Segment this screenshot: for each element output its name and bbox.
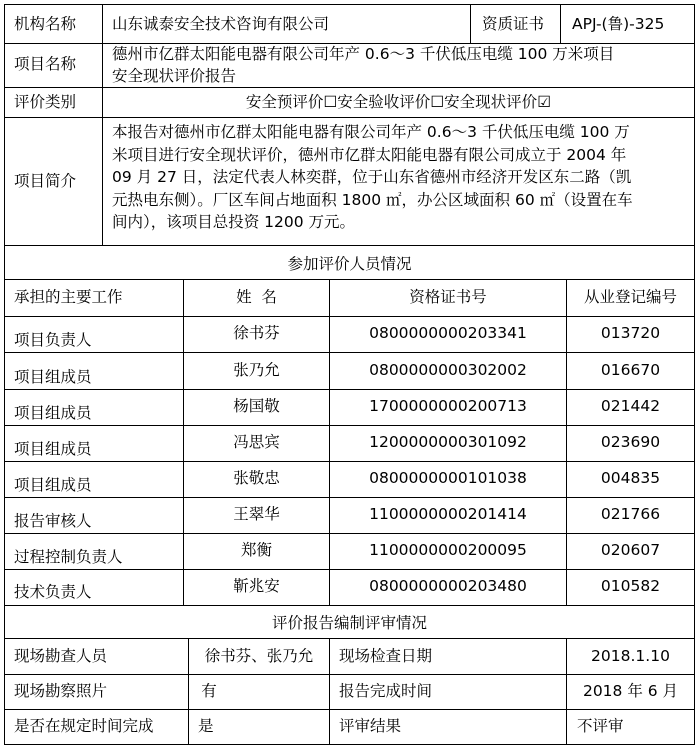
person-role: 项目负责人 bbox=[14, 331, 92, 349]
intro-line: 间内），该项目总投资 1200 万元。 bbox=[112, 213, 356, 231]
review-value-2: 不评审 bbox=[577, 717, 624, 735]
person-cert: 0800000000302002 bbox=[369, 361, 527, 379]
border-bottom bbox=[4, 744, 695, 745]
review-value-1: 徐书芬、张乃允 bbox=[204, 647, 314, 665]
person-name: 冯思宾 bbox=[233, 433, 280, 451]
person-name: 靳兆安 bbox=[233, 577, 280, 595]
project-intro-text bbox=[112, 121, 688, 234]
review-value-2: 2018.1.10 bbox=[591, 647, 670, 665]
person-role: 项目组成员 bbox=[14, 440, 92, 458]
person-reg: 013720 bbox=[600, 324, 661, 342]
person-name: 张敬忠 bbox=[233, 469, 280, 487]
person-reg: 021442 bbox=[600, 397, 661, 415]
project-name-line2: 安全现状评价报告 bbox=[112, 67, 237, 85]
person-cert: 1700000000200713 bbox=[369, 397, 527, 415]
person-role: 项目组成员 bbox=[14, 404, 92, 422]
review-label-1: 现场勘察照片 bbox=[14, 682, 108, 700]
org-label: 机构名称 bbox=[14, 15, 77, 33]
intro-line: 09 月 27 日，法定代表人林奕群，位于山东省德州市经济开发区东二路（凯 bbox=[112, 168, 632, 186]
person-cert: 0800000000203341 bbox=[369, 324, 527, 342]
col-header-name: 姓 名 bbox=[236, 288, 277, 306]
cert-label: 资质证书 bbox=[482, 15, 545, 33]
person-reg: 004835 bbox=[600, 469, 661, 487]
review-section-title: 评价报告编制评审情况 bbox=[271, 614, 427, 632]
review-value-2: 2018 年 6 月 bbox=[582, 682, 679, 700]
review-value-1: 是 bbox=[198, 717, 214, 735]
person-role: 项目组成员 bbox=[14, 368, 92, 386]
person-name: 郑衡 bbox=[240, 541, 272, 559]
review-label-2: 报告完成时间 bbox=[339, 682, 433, 700]
person-cert: 0800000000203480 bbox=[369, 577, 527, 595]
personnel-section-title: 参加评价人员情况 bbox=[287, 255, 412, 273]
person-cert: 0800000000101038 bbox=[369, 469, 527, 487]
project-name-line1: 德州市亿群太阳能电器有限公司年产 0.6～3 千伏低压电缆 100 万米项目 bbox=[112, 45, 615, 63]
col-header-role: 承担的主要工作 bbox=[14, 288, 123, 306]
person-role: 技术负责人 bbox=[14, 583, 92, 601]
col-header-cert: 资格证书号 bbox=[409, 288, 487, 306]
project-intro-label: 项目简介 bbox=[14, 172, 77, 190]
person-reg: 023690 bbox=[600, 433, 661, 451]
org-value: 山东诚泰安全技术咨询有限公司 bbox=[112, 15, 330, 33]
person-role: 报告审核人 bbox=[14, 512, 92, 530]
border-top bbox=[4, 4, 695, 5]
person-name: 王翠华 bbox=[233, 505, 280, 523]
person-reg: 020607 bbox=[600, 541, 661, 559]
person-name: 张乃允 bbox=[233, 361, 280, 379]
review-label-1: 是否在规定时间完成 bbox=[14, 717, 154, 735]
eval-type-value: 安全预评价☐安全验收评价☐安全现状评价☑ bbox=[245, 93, 552, 111]
review-label-2: 评审结果 bbox=[339, 717, 402, 735]
person-cert: 1100000000201414 bbox=[369, 505, 527, 523]
review-label-2: 现场检查日期 bbox=[339, 647, 433, 665]
review-value-1: 有 bbox=[201, 682, 217, 700]
person-role: 过程控制负责人 bbox=[14, 548, 123, 566]
intro-line: 本报告对德州市亿群太阳能电器有限公司年产 0.6～3 千伏低压电缆 100 万 bbox=[112, 123, 630, 141]
person-reg: 021766 bbox=[600, 505, 661, 523]
project-name-label: 项目名称 bbox=[14, 55, 77, 73]
person-reg: 010582 bbox=[600, 577, 661, 595]
person-role: 项目组成员 bbox=[14, 476, 92, 494]
person-cert: 1200000000301092 bbox=[369, 433, 527, 451]
intro-line: 米项目进行安全现状评价，德州市亿群太阳能电器有限公司成立于 2004 年 bbox=[112, 145, 627, 164]
col-header-reg: 从业登记编号 bbox=[583, 288, 677, 306]
person-reg: 016670 bbox=[600, 361, 661, 379]
person-name: 徐书芬 bbox=[233, 324, 280, 342]
border-left bbox=[4, 4, 5, 745]
person-name: 杨国敬 bbox=[233, 397, 280, 415]
eval-type-label: 评价类别 bbox=[14, 93, 77, 111]
cert-value: APJ-(鲁)-325 bbox=[572, 15, 665, 33]
person-cert: 1100000000200095 bbox=[369, 541, 527, 559]
review-label-1: 现场勘查人员 bbox=[14, 647, 108, 665]
border-right bbox=[694, 4, 695, 745]
intro-line: 元热电东侧）。厂区车间占地面积 1800 ㎡，办公区域面积 60 ㎡（设置在车 bbox=[112, 190, 633, 209]
